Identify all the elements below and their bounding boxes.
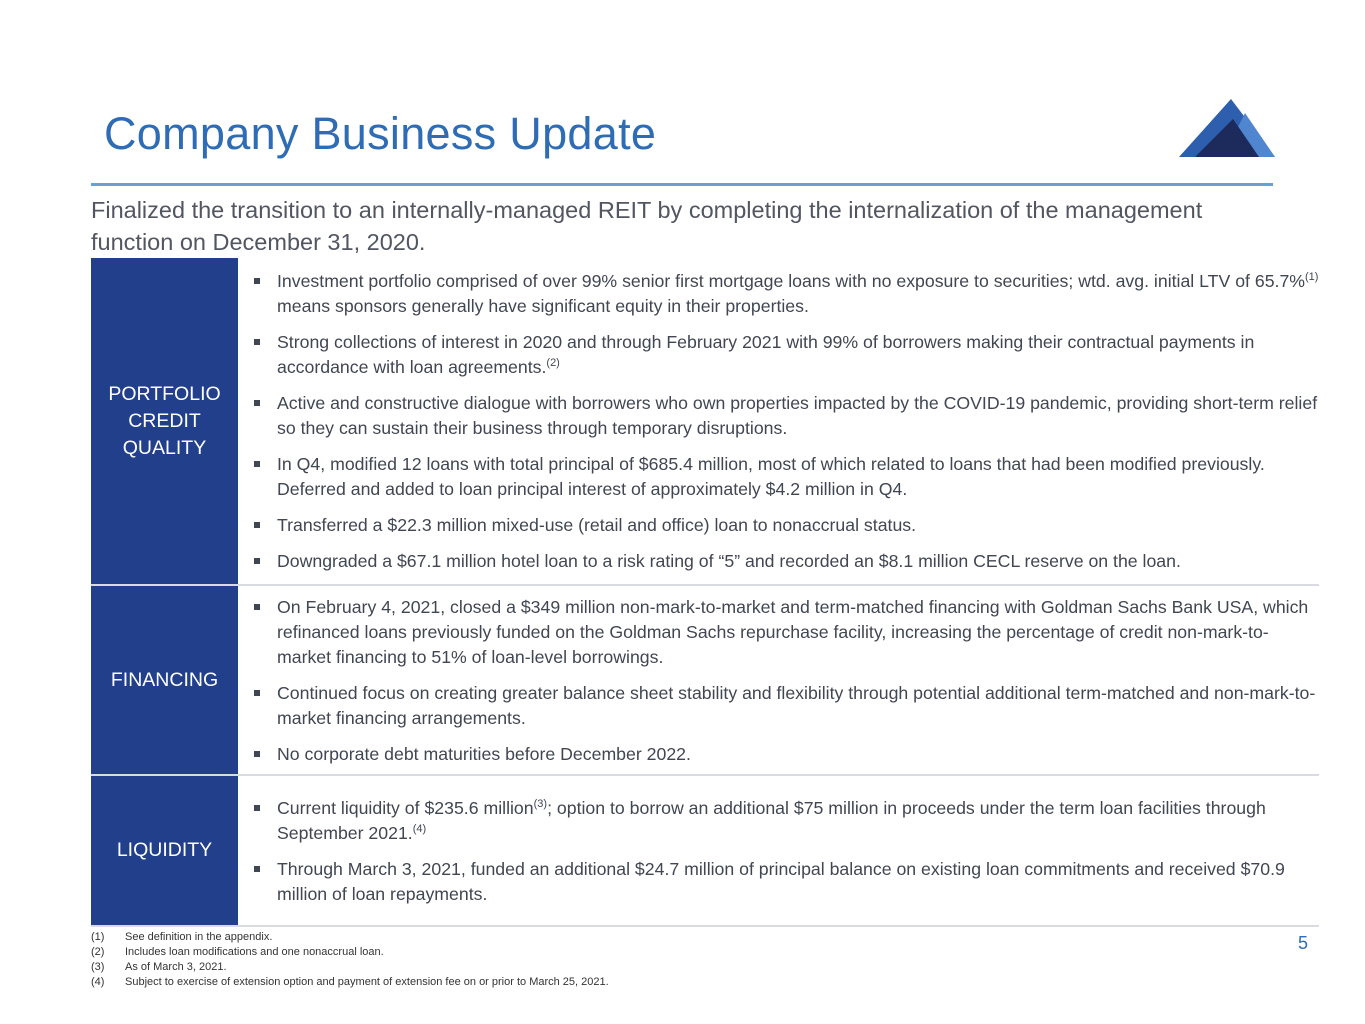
section-label bbox=[91, 586, 238, 774]
bullet-item: Current liquidity of $235.6 million$^{(3)}$; option to borrow an additional $75 million in proceeds under the term loan facilities through September 2021.$^{(4)}$ bbox=[249, 796, 1319, 846]
footnote: (3) As of March 3, 2021. bbox=[91, 961, 227, 973]
bullet-item: Continued focus on creating greater balance sheet stability and flexibility through potential additional term-matched and non-mark-to-market financing arrangements. bbox=[249, 681, 1319, 731]
bullet-square-icon bbox=[254, 522, 260, 528]
bullet-square-icon bbox=[254, 461, 260, 467]
section-portfolio-credit-quality bbox=[91, 258, 1319, 586]
page-number: 5 bbox=[1297, 933, 1308, 953]
footnote-ref: (1) bbox=[1305, 271, 1319, 284]
footnote: (4) Subject to exercise of extension option and payment of extension fee on or prior to March 25, 2021. bbox=[91, 976, 609, 988]
bullet-item: Active and constructive dialogue with borrowers who own properties impacted by the COVID-19 pandemic, providing short-term relief so they can sustain their business through temporary disruptions. bbox=[249, 391, 1319, 441]
bullet-square-icon bbox=[254, 690, 260, 696]
section-label-text: LIQUIDITY bbox=[116, 839, 213, 861]
footnote-ref: (3) bbox=[533, 798, 548, 811]
bullet-square-icon bbox=[254, 339, 260, 345]
footnote-ref: (4) bbox=[412, 823, 427, 836]
section-label-text: FINANCING bbox=[110, 668, 219, 691]
section-liquidity bbox=[91, 776, 1319, 927]
bullet-item: Through March 3, 2021, funded an additional $24.7 million of principal balance on existing loan commitments and received $70.9 million of loan repayments. bbox=[249, 857, 1319, 907]
footnote-ref: (2) bbox=[546, 357, 560, 370]
bullet-square-icon bbox=[254, 805, 260, 811]
bullet-item: In Q4, modified 12 loans with total principal of $685.4 million, most of which related to loans that had been modified previously. Deferred and added to loan principal interest of approximately $4.2 million in Q4. bbox=[249, 452, 1319, 502]
bullet-item: Investment portfolio comprised of over 99% senior first mortgage loans with no exposure to securities; wtd. avg. initial LTV of 65.7%$^{(1)}$ means sponsors generally have significant equity in their properties. bbox=[249, 269, 1319, 319]
footnote: (1) See definition in the appendix. bbox=[91, 931, 273, 943]
bullet-item: Strong collections of interest in 2020 and through February 2021 with 99% of borrowers making their contractual payments in accordance with loan agreements.$^{(2)}$ bbox=[249, 330, 1319, 380]
bullet-list bbox=[249, 796, 1319, 918]
footnote: (2) Includes loan modifications and one nonaccrual loan. bbox=[91, 946, 384, 958]
bullet-square-icon bbox=[254, 400, 260, 406]
page-title: Company Business Update bbox=[104, 108, 657, 159]
bullet-square-icon bbox=[254, 604, 260, 610]
bullet-square-icon bbox=[254, 751, 260, 757]
bullet-item: On February 4, 2021, closed a $349 million non-mark-to-market and term-matched financing with Goldman Sachs Bank USA, which refinanced loans previously funded on the Goldman Sachs repurchase facility, increasing the percentage of credit non-mark-to-market financing to 51% of loan-level borrowings. bbox=[249, 595, 1319, 670]
title-divider bbox=[91, 183, 1273, 186]
bullet-square-icon bbox=[254, 558, 260, 564]
bullet-square-icon bbox=[254, 278, 260, 284]
section-financing bbox=[91, 586, 1319, 776]
footnotes bbox=[91, 930, 891, 990]
bullet-list bbox=[249, 269, 1319, 585]
mountain-logo-icon bbox=[1179, 97, 1275, 159]
section-label-text: PORTFOLIO CREDIT QUALITY bbox=[108, 382, 221, 459]
bullet-list bbox=[249, 595, 1319, 778]
section-label bbox=[91, 258, 238, 584]
bullet-item: Transferred a $22.3 million mixed-use (retail and office) loan to nonaccrual status. bbox=[249, 513, 1319, 538]
bullet-square-icon bbox=[254, 866, 260, 872]
section-label bbox=[91, 776, 238, 925]
subtitle: Finalized the transition to an internally-managed REIT by completing the internalization of the management function on December 31, 2020. bbox=[91, 197, 1203, 255]
bullet-item: Downgraded a $67.1 million hotel loan to a risk rating of “5” and recorded an $8.1 million CECL reserve on the loan. bbox=[249, 549, 1319, 574]
bullet-item: No corporate debt maturities before December 2022. bbox=[249, 742, 1319, 767]
